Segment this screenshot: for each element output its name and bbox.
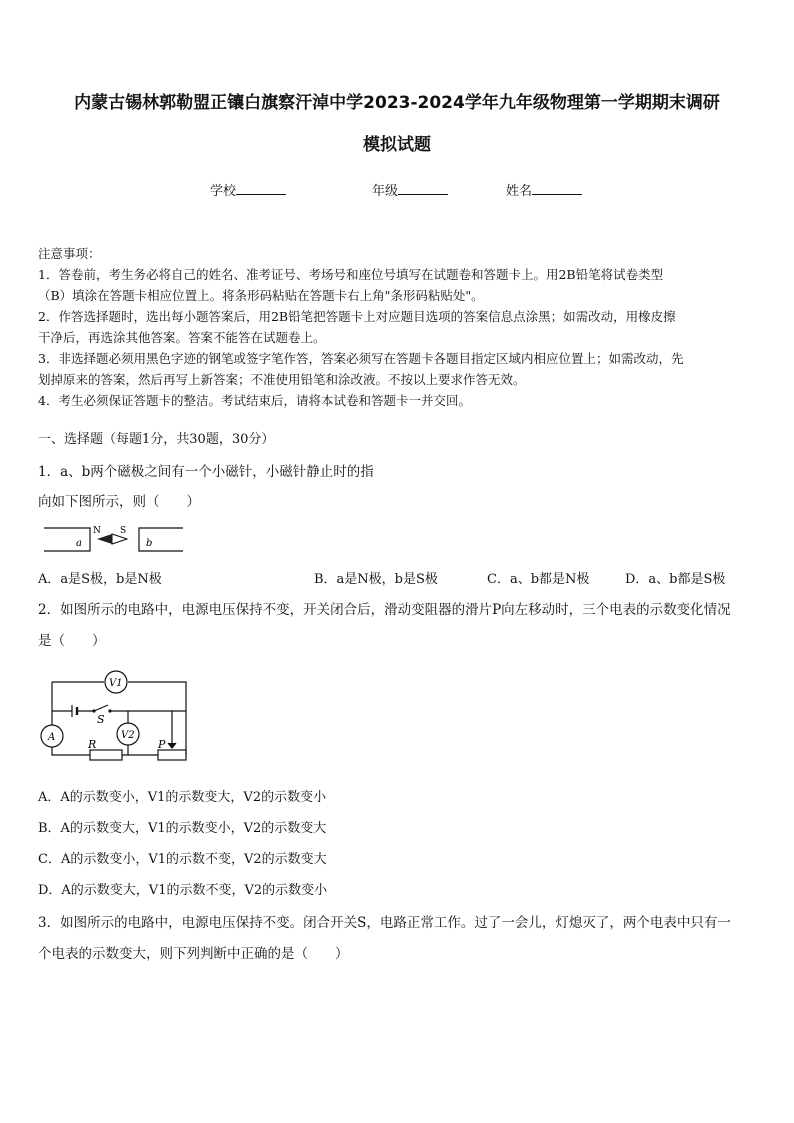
name-field: [506, 180, 582, 199]
notice-line: 划掉原来的答案，然后再写上新答案；不准使用铅笔和涂改液。不按以上要求作答无效。: [38, 372, 526, 387]
school-field: [210, 180, 286, 199]
needle-n-label: N: [93, 526, 101, 536]
notice-block: [38, 243, 756, 411]
magnet-b-label: b: [146, 538, 153, 549]
name-blank: [532, 181, 582, 195]
notice-heading: 注意事项：: [38, 246, 101, 261]
q2-stem-line1: 2．如图所示的电路中，电源电压保持不变，开关闭合后，滑动变阻器的滑片P向左移动时，三个电表的示数变化情况: [38, 602, 731, 618]
exam-title-line2: 模拟试题: [363, 135, 431, 155]
exam-title-line1: 内蒙古锡林郭勒盟正镶白旗察汗淖中学2023-2024学年九年级物理第一学期期末调研: [74, 93, 720, 113]
q2-stem-line2: 是（ ）: [38, 633, 106, 649]
notice-line: 干净后，再选涂其他答案。答案不能答在试题卷上。: [38, 330, 326, 345]
q1-option-a: A．a是S极，b是N极: [38, 572, 162, 587]
notice-line: 1．答卷前，考生务必将自己的姓名、准考证号、考场号和座位号填写在试题卷和答题卡上。用2B铅笔将试卷类型: [38, 267, 664, 282]
name-label: 姓名: [506, 184, 533, 199]
v1-meter-label: V1: [109, 678, 123, 689]
q1-stem-line2: 向如下图所示，则（ ）: [38, 494, 200, 510]
q3-stem-line1: 3．如图所示的电路中，电源电压保持不变。闭合开关S，电路正常工作。过了一会儿，灯熄灭了，两个电表中只有一: [38, 915, 731, 931]
school-label: 学校: [210, 184, 237, 199]
notice-line: 3．非选择题必须用黑色字迹的钢笔或签字笔作答，答案必须写在答题卡各题目指定区域内相应位置上；如需改动，先: [38, 351, 684, 366]
q3-stem-line2: 个电表的示数变大，则下列判断中正确的是（ ）: [38, 946, 349, 962]
notice-line: （B）填涂在答题卡相应位置上。将条形码粘贴在答题卡右上角"条形码粘贴处"。: [38, 288, 484, 303]
section-heading: 一、选择题（每题1分，共30题，30分）: [38, 432, 275, 447]
needle-s-label: S: [120, 526, 127, 536]
q1-magnet-figure: [40, 522, 190, 556]
resistor-label: R: [88, 738, 97, 751]
notice-line: 2．作答选择题时，选出每小题答案后，用2B铅笔把答题卡上对应题目选项的答案信息点涂黑；如需改动，用橡皮擦: [38, 309, 676, 324]
ammeter-label: A: [48, 732, 56, 743]
notice-line: 4．考生必须保证答题卡的整洁。考试结束后，请将本试卷和答题卡一并交回。: [38, 393, 471, 408]
q2-option-b: B．A的示数变大，V1的示数变小，V2的示数变大: [38, 821, 327, 836]
q2-option-c: C．A的示数变小，V1的示数不变，V2的示数变大: [38, 852, 327, 867]
q2-circuit-figure: [38, 667, 190, 767]
q1-option-d: D．a、b都是S极: [625, 572, 726, 587]
grade-field: [372, 180, 448, 199]
switch-label: S: [97, 713, 105, 726]
q1-option-b: B．a是N极，b是S极: [314, 572, 438, 587]
rheostat-label: P: [158, 738, 166, 751]
q1-stem-line1: 1．a、b两个磁极之间有一个小磁针，小磁针静止时的指: [38, 464, 374, 480]
magnet-a-label: a: [76, 538, 82, 549]
q1-option-c: C．a、b都是N极: [487, 572, 590, 587]
q2-option-d: D．A的示数变大，V1的示数不变，V2的示数变小: [38, 883, 328, 898]
school-blank: [236, 181, 286, 195]
q2-option-a: A．A的示数变小，V1的示数变大，V2的示数变小: [38, 790, 327, 805]
v2-meter-label: V2: [121, 730, 135, 741]
grade-blank: [398, 181, 448, 195]
grade-label: 年级: [372, 184, 399, 199]
